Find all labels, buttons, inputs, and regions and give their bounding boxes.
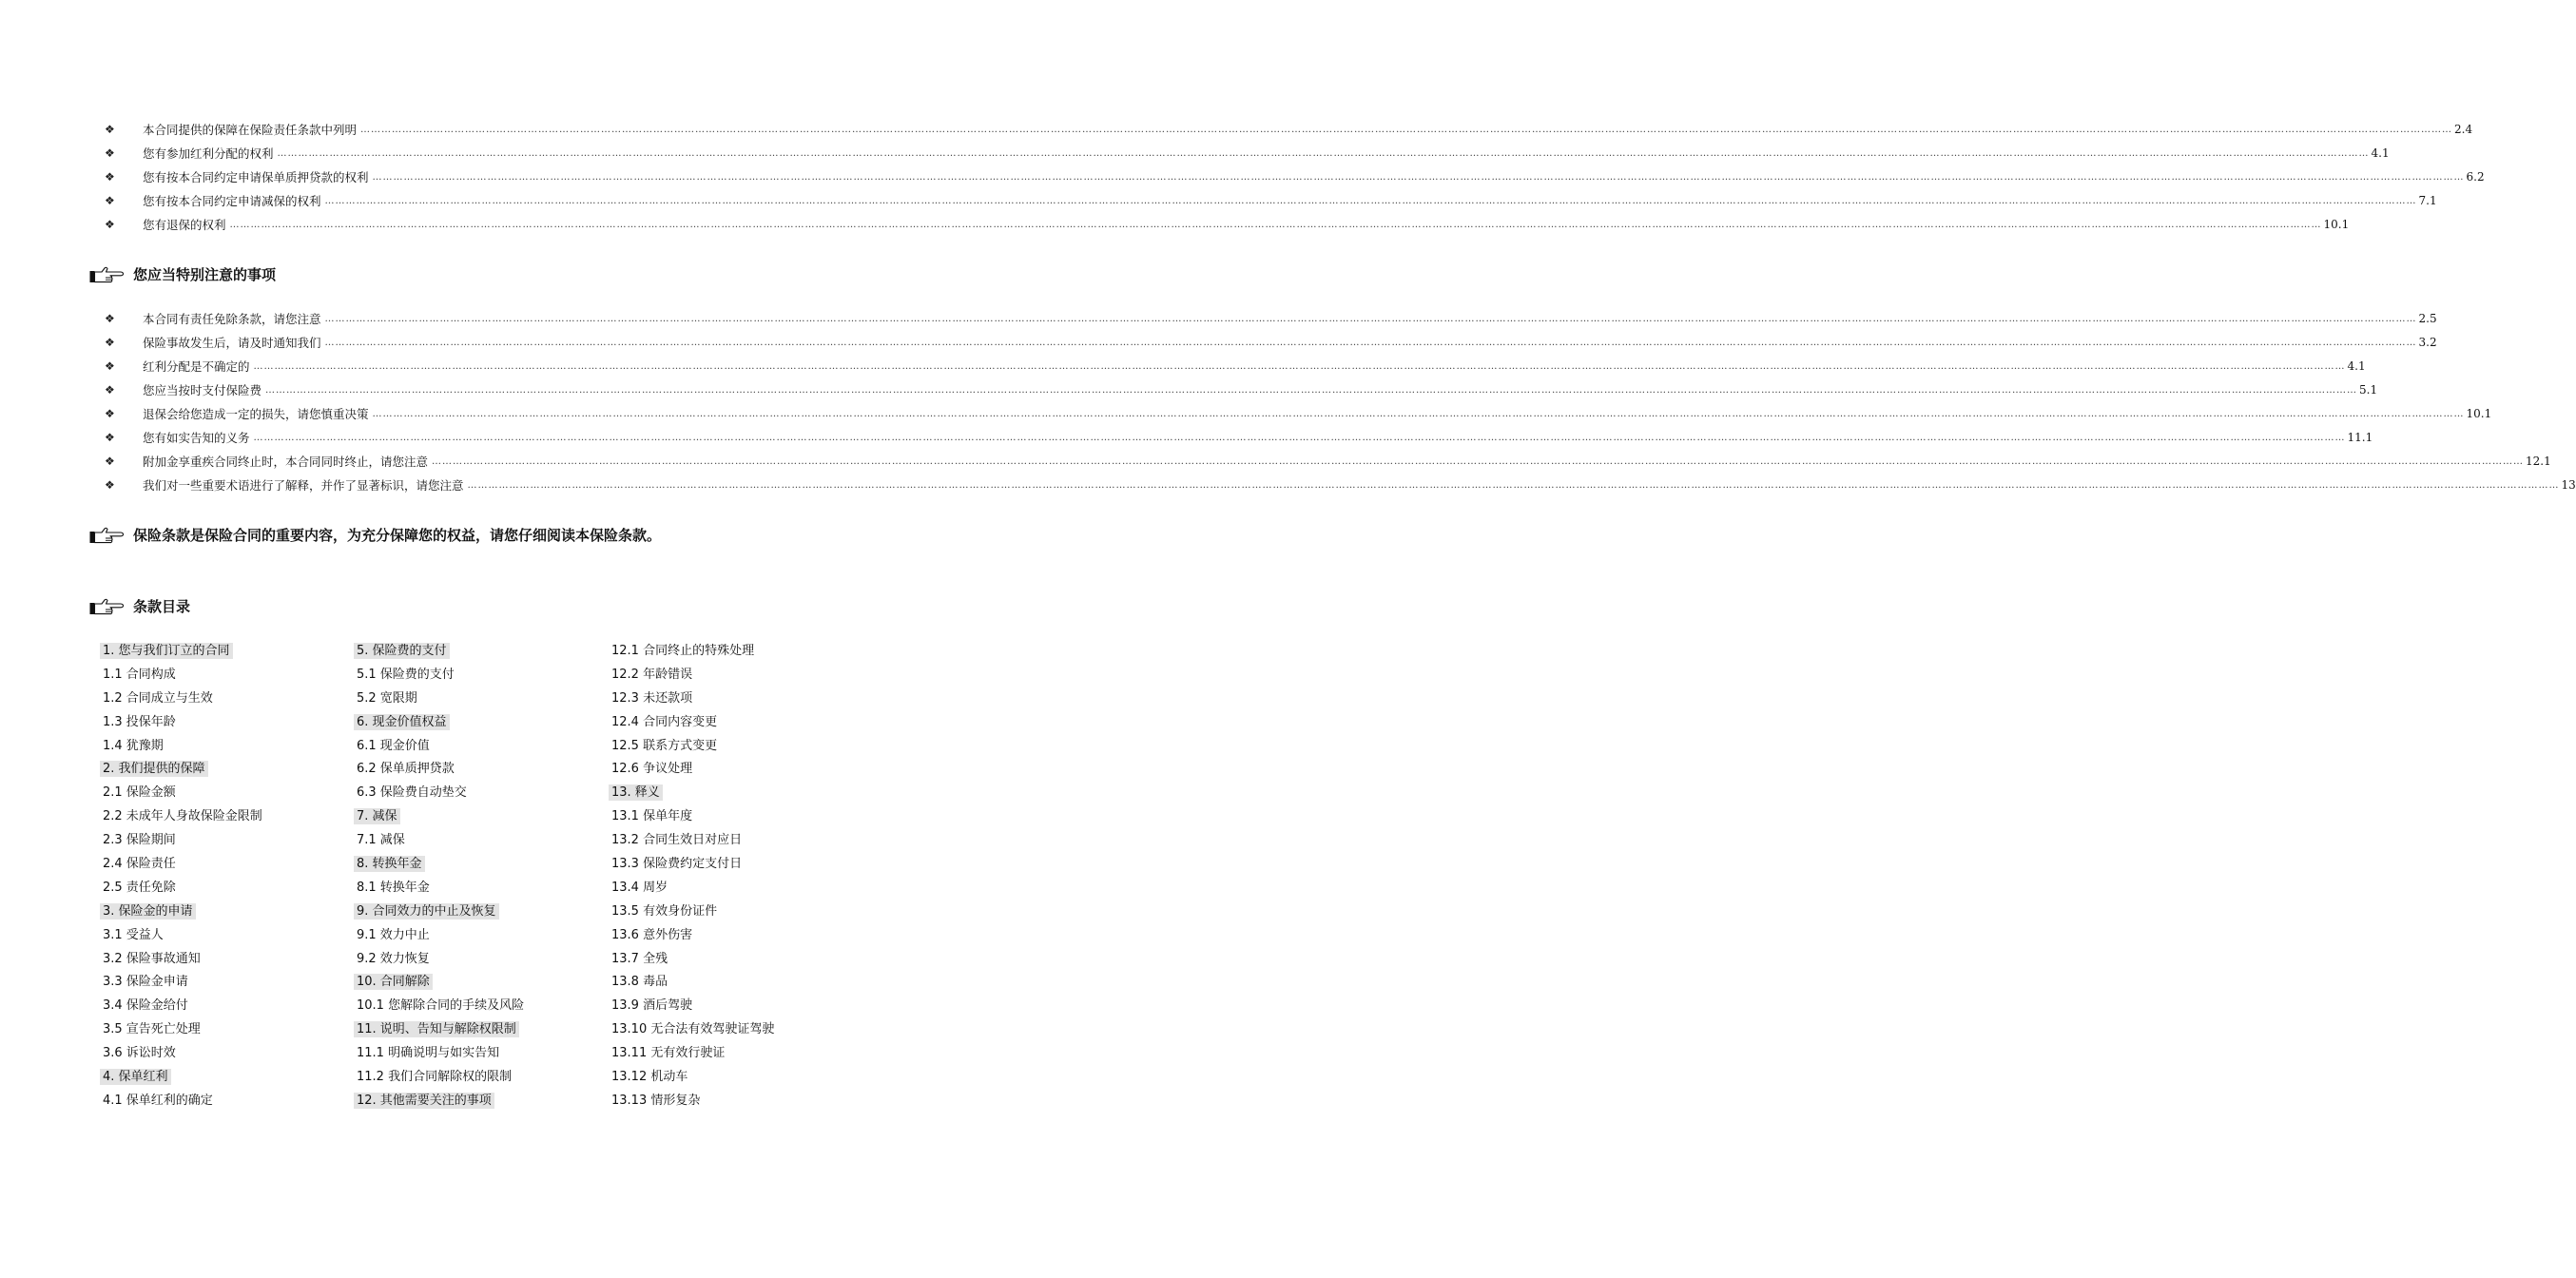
dot-leader: …………………………………………………………………………………………………………………………………………………………………………………………………………………………………………………………………………………………………………………………………………………………………………………………………………………………………………………………………………………………………………………………………………………… <box>360 125 2453 135</box>
toc-entry <box>100 877 338 900</box>
toc-section-title <box>354 1018 601 1042</box>
toc-entry-text: 5. 保险费的支付 <box>354 643 450 659</box>
pointing-hand-icon <box>89 598 124 615</box>
toc-entry <box>354 877 601 900</box>
page-number: 4.1 <box>2347 359 2366 373</box>
toc-entry <box>100 664 338 687</box>
toc-heading-text: 条款目录 <box>133 598 191 615</box>
toc-entry-text: 6.3 保险费自动垫交 <box>357 785 467 801</box>
toc-entry <box>354 687 601 711</box>
toc-entry-text: 7.1 减保 <box>357 833 405 848</box>
list-item <box>105 118 2473 142</box>
toc-entry <box>609 735 856 759</box>
list-item <box>105 426 2373 450</box>
toc-entry-text: 13.9 酒后驾驶 <box>611 998 693 1014</box>
toc-section-title <box>609 782 856 805</box>
toc-entry-text: 13.5 有效身份证件 <box>611 903 718 919</box>
toc-entry-text: 11.1 明确说明与如实告知 <box>357 1046 500 1061</box>
toc-entry <box>354 758 601 782</box>
bullet-icon: ❖ <box>105 123 115 136</box>
toc-entry <box>609 924 856 948</box>
page-number: 6.2 <box>2466 170 2485 184</box>
attention-list <box>105 307 2576 497</box>
toc-entry-text: 4.1 保单红利的确定 <box>103 1093 213 1108</box>
toc-entry <box>609 687 856 711</box>
notice-heading <box>89 525 661 545</box>
toc-entry-text: 2.3 保险期间 <box>103 833 176 848</box>
toc-entry <box>609 640 856 664</box>
toc-entry-text: 8. 转换年金 <box>354 856 425 872</box>
list-item <box>105 165 2485 189</box>
toc-entry <box>354 995 601 1018</box>
toc-entry-text: 3.4 保险金给付 <box>103 998 188 1014</box>
toc-entry <box>609 829 856 853</box>
toc-entry <box>354 1042 601 1066</box>
dot-leader: …………………………………………………………………………………………………………………………………………………………………………………………………………………………………………………………………………………………………………………………………………………………………………………………………………………………………………………………………………………………………………………………………………………… <box>432 456 2525 467</box>
toc-section-title <box>354 1090 601 1113</box>
toc-entry <box>609 1090 856 1113</box>
toc-entry-text: 11.2 我们合同解除权的限制 <box>357 1070 513 1085</box>
list-item <box>105 331 2437 355</box>
list-item <box>105 450 2551 474</box>
toc-entry-text: 13.3 保险费约定支付日 <box>611 857 743 872</box>
toc-entry-text: 3. 保险金的申请 <box>100 903 196 920</box>
dot-leader: …………………………………………………………………………………………………………………………………………………………………………………………………………………………………………………………………………………………………………………………………………………………………………………………………………………………………………………………………………………………………………………………………………………… <box>253 361 2346 372</box>
bullet-icon: ❖ <box>105 478 115 492</box>
toc-entry-text: 2.1 保险金额 <box>103 785 176 801</box>
toc-entry-text: 1.4 犹豫期 <box>103 738 164 753</box>
toc-entry <box>609 1066 856 1090</box>
toc-entry <box>354 782 601 805</box>
list-item-text: 您有参加红利分配的权利 <box>143 146 274 161</box>
toc-entry <box>609 971 856 995</box>
toc-section-title <box>100 900 338 924</box>
toc-entry-text: 6.1 现金价值 <box>357 738 430 753</box>
toc-entry <box>609 877 856 900</box>
toc-entry <box>609 711 856 735</box>
toc-entry-text: 10.1 您解除合同的手续及风险 <box>357 998 525 1014</box>
toc-entry-text: 1. 您与我们订立的合同 <box>100 643 233 659</box>
page-number: 4.1 <box>2371 146 2390 160</box>
toc-column-3 <box>609 640 856 1113</box>
list-item-text: 退保会给您造成一定的损失，请您慎重决策 <box>143 407 369 421</box>
toc-entry-text: 12.2 年龄错误 <box>611 667 693 682</box>
list-item-text: 保险事故发生后，请及时通知我们 <box>143 336 321 350</box>
toc-section-title <box>354 711 601 735</box>
list-item <box>105 355 2366 378</box>
list-item-text: 您有如实告知的义务 <box>143 431 250 445</box>
toc-entry-text: 13. 释义 <box>609 784 663 801</box>
list-item <box>105 142 2390 165</box>
toc-entry-text: 12.6 争议处理 <box>611 762 693 777</box>
toc-entry <box>354 948 601 972</box>
toc-entry-text: 12.1 合同终止的特殊处理 <box>611 644 755 658</box>
page-number: 12.1 <box>2526 455 2551 468</box>
toc-entry-text: 13.8 毒品 <box>611 975 668 990</box>
bullet-icon: ❖ <box>105 194 115 207</box>
page-number: 10.1 <box>2323 218 2350 231</box>
toc-entry-text: 13.11 无有效行驶证 <box>611 1046 726 1061</box>
toc-section-title <box>354 853 601 877</box>
list-item <box>105 402 2492 426</box>
dot-leader: …………………………………………………………………………………………………………………………………………………………………………………………………………………………………………………………………………………………………………………………………………………………………………………………………………………………………………………………………………………………………………………………………………………… <box>324 196 2417 206</box>
list-item-text: 附加金享重疾合同终止时，本合同同时终止，请您注意 <box>143 455 429 469</box>
toc-entry <box>609 1042 856 1066</box>
toc-column-1 <box>100 640 338 1113</box>
bullet-icon: ❖ <box>105 455 115 468</box>
toc-entry-text: 3.2 保险事故通知 <box>103 951 201 966</box>
toc-entry <box>609 1018 856 1042</box>
toc-entry-text: 11. 说明、告知与解除权限制 <box>354 1021 519 1037</box>
toc-entry-text: 2.4 保险责任 <box>103 857 176 872</box>
toc-entry-text: 8.1 转换年金 <box>357 880 430 895</box>
toc-entry-text: 5.1 保险费的支付 <box>357 667 455 682</box>
toc-entry-text: 9.1 效力中止 <box>357 927 430 942</box>
bullet-icon: ❖ <box>105 218 115 231</box>
bullet-icon: ❖ <box>105 431 115 444</box>
attention-heading <box>89 264 276 284</box>
dot-leader: …………………………………………………………………………………………………………………………………………………………………………………………………………………………………………………………………………………………………………………………………………………………………………………………………………………………………………………………………………………………………………………………………………………… <box>372 172 2465 183</box>
list-item-text: 您应当按时支付保险费 <box>143 383 262 397</box>
toc-column-2 <box>354 640 601 1113</box>
toc-entry-text: 13.1 保单年度 <box>611 809 693 824</box>
list-item <box>105 378 2378 402</box>
page-number: 2.4 <box>2454 123 2473 136</box>
toc-entry <box>100 1090 338 1113</box>
toc-entry <box>100 782 338 805</box>
toc-entry-text: 13.6 意外伤害 <box>611 927 693 942</box>
dot-leader: …………………………………………………………………………………………………………………………………………………………………………………………………………………………………………………………………………………………………………………………………………………………………………………………………………………………………………………………………………………………………………………………………………………… <box>324 314 2417 324</box>
list-item-text: 本合同有责任免除条款，请您注意 <box>143 312 321 326</box>
toc-entry <box>100 829 338 853</box>
list-item-text: 红利分配是不确定的 <box>143 359 250 374</box>
toc-entry-text: 7. 减保 <box>354 808 400 824</box>
toc-section-title <box>354 900 601 924</box>
toc-entry <box>609 995 856 1018</box>
toc-entry-text: 2.5 责任免除 <box>103 880 176 895</box>
toc-entry-text: 13.7 全残 <box>611 951 668 966</box>
dot-leader: …………………………………………………………………………………………………………………………………………………………………………………………………………………………………………………………………………………………………………………………………………………………………………………………………………………………………………………………………………………………………………………………………………………… <box>372 409 2465 419</box>
bullet-icon: ❖ <box>105 407 115 420</box>
dot-leader: …………………………………………………………………………………………………………………………………………………………………………………………………………………………………………………………………………………………………………………………………………………………………………………………………………………………………………………………………………………………………………………………………………………… <box>324 338 2417 348</box>
toc-entry-text: 1.3 投保年龄 <box>103 714 176 729</box>
toc-entry-text: 3.5 宣告死亡处理 <box>103 1022 201 1037</box>
list-item-text: 您有按本合同约定申请减保的权利 <box>143 194 321 208</box>
toc-section-title <box>354 805 601 829</box>
toc-entry <box>100 995 338 1018</box>
toc-entry <box>100 924 338 948</box>
notice-heading-text: 保险条款是保险合同的重要内容，为充分保障您的权益，请您仔细阅读本保险条款。 <box>133 527 662 544</box>
attention-heading-text: 您应当特别注意的事项 <box>133 266 277 283</box>
page-number: 3.2 <box>2418 336 2437 349</box>
toc-entry <box>609 900 856 924</box>
toc-entry-text: 13.10 无合法有效驾驶证驾驶 <box>611 1022 775 1037</box>
toc-entry <box>609 948 856 972</box>
toc-section-title <box>354 640 601 664</box>
list-item <box>105 213 2350 237</box>
bullet-icon: ❖ <box>105 336 115 349</box>
toc-entry-text: 1.2 合同成立与生效 <box>103 690 213 706</box>
toc-entry-text: 10. 合同解除 <box>354 974 433 990</box>
bullet-icon: ❖ <box>105 146 115 160</box>
toc-entry-text: 2.2 未成年人身故保险金限制 <box>103 809 262 824</box>
toc-entry <box>100 711 338 735</box>
toc-entry <box>354 1066 601 1090</box>
toc-entry <box>100 948 338 972</box>
bullet-icon: ❖ <box>105 359 115 373</box>
bullet-icon: ❖ <box>105 383 115 397</box>
list-item <box>105 189 2437 213</box>
toc-entry <box>609 758 856 782</box>
page-number: 5.1 <box>2359 383 2378 397</box>
toc-entry-text: 5.2 宽限期 <box>357 690 417 706</box>
toc-entry-text: 9. 合同效力的中止及恢复 <box>354 903 499 920</box>
toc-entry-text: 12.5 联系方式变更 <box>611 738 718 753</box>
toc-entry <box>354 664 601 687</box>
toc-entry <box>609 805 856 829</box>
toc-entry <box>100 1042 338 1066</box>
list-item <box>105 474 2576 497</box>
toc-section-title <box>100 1066 338 1090</box>
toc-entry <box>354 829 601 853</box>
toc-entry-text: 3.6 诉讼时效 <box>103 1046 176 1061</box>
dot-leader: …………………………………………………………………………………………………………………………………………………………………………………………………………………………………………………………………………………………………………………………………………………………………………………………………………………………………………………………………………………………………………………………………………………… <box>253 433 2346 443</box>
toc-entry <box>100 853 338 877</box>
toc-entry <box>100 1018 338 1042</box>
toc-entry-text: 12.3 未还款项 <box>611 690 693 706</box>
toc-section-title <box>100 758 338 782</box>
dot-leader: …………………………………………………………………………………………………………………………………………………………………………………………………………………………………………………………………………………………………………………………………………………………………………………………………………………………………………………………………………………………………………………………………………………… <box>467 480 2560 491</box>
toc-entry-text: 3.3 保险金申请 <box>103 975 188 990</box>
page-number: 11.1 <box>2347 431 2373 444</box>
toc-entry-text: 13.2 合同生效日对应日 <box>611 833 743 848</box>
toc-entry-text: 4. 保单红利 <box>100 1069 171 1085</box>
bullet-icon: ❖ <box>105 312 115 325</box>
rights-list <box>105 118 2485 237</box>
dot-leader: …………………………………………………………………………………………………………………………………………………………………………………………………………………………………………………………………………………………………………………………………………………………………………………………………………………………………………………………………………………………………………………………………………………… <box>277 148 2370 159</box>
toc-entry-text: 12. 其他需要关注的事项 <box>354 1093 494 1109</box>
toc-entry <box>354 735 601 759</box>
pointing-hand-icon <box>89 527 124 544</box>
page-number: 10.1 <box>2466 407 2492 420</box>
toc-entry-text: 13.13 情形复杂 <box>611 1093 701 1108</box>
page-number: 2.5 <box>2418 312 2437 325</box>
toc-section-title <box>354 971 601 995</box>
toc-entry-text: 13.4 周岁 <box>611 880 668 895</box>
toc-entry-text: 6. 现金价值权益 <box>354 714 450 730</box>
list-item-text: 您有按本合同约定申请保单质押贷款的权利 <box>143 170 369 184</box>
toc-entry-text: 9.2 效力恢复 <box>357 951 430 966</box>
list-item-text: 您有退保的权利 <box>143 218 226 232</box>
toc-entry <box>100 687 338 711</box>
dot-leader: …………………………………………………………………………………………………………………………………………………………………………………………………………………………………………………………………………………………………………………………………………………………………………………………………………………………………………………………………………………………………………………………………………………… <box>265 385 2358 396</box>
toc-entry-text: 13.12 机动车 <box>611 1070 688 1085</box>
list-item-text: 我们对一些重要术语进行了解释，并作了显著标识，请您注意 <box>143 478 464 493</box>
toc-entry <box>100 805 338 829</box>
toc-entry <box>609 853 856 877</box>
list-item-text: 本合同提供的保障在保险责任条款中列明 <box>143 123 358 137</box>
toc-entry-text: 12.4 合同内容变更 <box>611 714 718 729</box>
toc-section-title <box>100 640 338 664</box>
pointing-hand-icon <box>89 266 124 283</box>
list-item <box>105 307 2437 331</box>
toc-entry-text: 1.1 合同构成 <box>103 667 176 682</box>
page-number: 13 <box>2561 478 2576 492</box>
toc-entry <box>100 971 338 995</box>
toc-entry <box>354 924 601 948</box>
toc-entry-text: 2. 我们提供的保障 <box>100 761 208 777</box>
toc-entry <box>609 664 856 687</box>
toc-entry <box>100 735 338 759</box>
toc-heading <box>89 596 190 616</box>
page-number: 7.1 <box>2418 194 2437 207</box>
toc-entry-text: 3.1 受益人 <box>103 927 164 942</box>
bullet-icon: ❖ <box>105 170 115 184</box>
toc-entry-text: 6.2 保单质押贷款 <box>357 762 455 777</box>
dot-leader: …………………………………………………………………………………………………………………………………………………………………………………………………………………………………………………………………………………………………………………………………………………………………………………………………………………………………………………………………………………………………………………………………………………… <box>229 220 2322 230</box>
